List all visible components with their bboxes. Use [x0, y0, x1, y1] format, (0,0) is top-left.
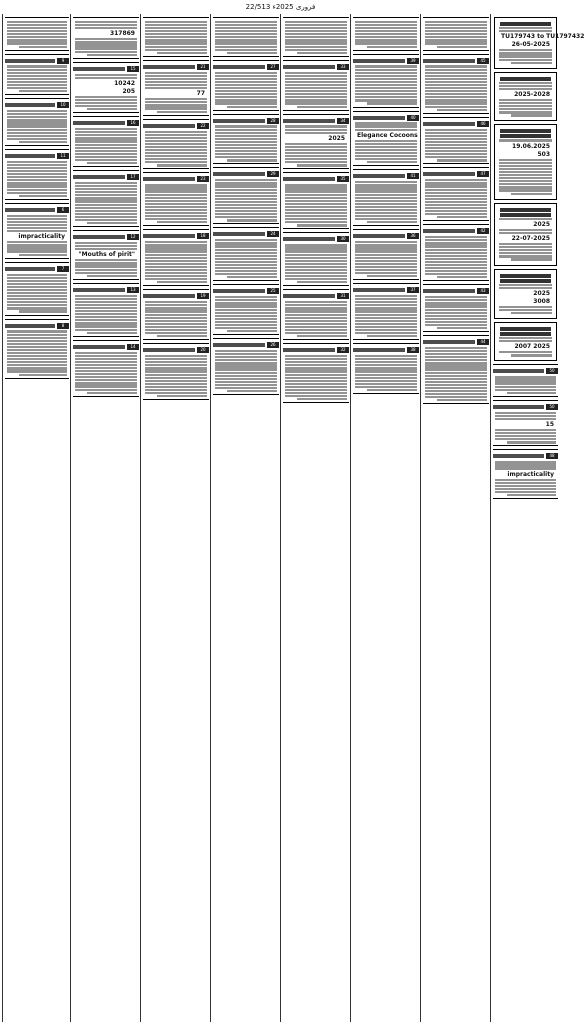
classified-ad: 23 [143, 172, 209, 226]
classified-ad: 20 [143, 343, 209, 400]
classified-ad: 37 [353, 283, 419, 340]
newspaper-dateline: 22/513 فروری 2025ء [245, 3, 316, 11]
classified-ad: 17 [73, 170, 139, 227]
classified-ad: 6 impracticality [5, 203, 69, 259]
classified-ad: 48 impracticality [493, 449, 558, 499]
notice-box: 2025 3008 [494, 269, 557, 320]
classified-ad: 8 [5, 319, 69, 379]
classified-ad: 28 [213, 114, 279, 165]
notice-box: 19.06.2025 503 [494, 124, 557, 199]
classified-ad: 10 [5, 98, 69, 146]
classified-ad: 7 [5, 262, 69, 316]
column-6 [140, 14, 211, 1022]
classified-ad: 13 [73, 283, 139, 337]
classified-ad: 38 [353, 343, 419, 394]
classified-ad: 46 [423, 117, 489, 165]
notice-code: TU179743 to TU1797432 [501, 33, 584, 41]
classified-ad: 25 [213, 284, 279, 335]
classified-ad: 14 [73, 340, 139, 397]
classified-ad: 47 [423, 167, 489, 221]
classified-ad: 42 [423, 224, 489, 281]
classified-ad: 12 "Mouths of pirit" [73, 230, 139, 280]
classified-ad [213, 17, 279, 57]
column-3 [350, 14, 421, 1022]
classified-ad: 40 Elegance Cocoons [353, 111, 419, 167]
column-4 [280, 14, 351, 1022]
classified-ad [5, 17, 69, 51]
classified-ad: 41 [353, 169, 419, 226]
classified-ad: 31 [283, 289, 349, 340]
classified-ad: 19 [143, 289, 209, 340]
classified-ad: 43 [423, 284, 489, 332]
classified-ad: 32 [283, 343, 349, 403]
classified-ad: 15 10242 205 [73, 62, 139, 114]
classified-ad [423, 17, 489, 51]
column-7 [70, 14, 141, 1022]
column-1 [490, 14, 584, 1022]
notice-box: 2007 2025 [494, 322, 557, 361]
classified-ad: 33 [283, 60, 349, 111]
notice-box: 2025-2028 [494, 72, 557, 122]
classified-ad: 317869 [73, 17, 139, 59]
classified-ad [353, 17, 419, 51]
classified-ad: 9 [5, 54, 69, 96]
classified-ad: 36 [353, 229, 419, 280]
column-5 [210, 14, 281, 1022]
classified-ad: 39 [353, 54, 419, 108]
classified-ad: 11 [5, 149, 69, 200]
classified-ad: 35 [283, 172, 349, 229]
classified-ad: 34 2025 [283, 114, 349, 170]
classified-ad: 18 [143, 229, 209, 286]
notice-box: 2025 22-07-2025 [494, 203, 557, 266]
classified-ad: 16 [73, 116, 139, 167]
classified-ad [283, 17, 349, 57]
column-8 [2, 14, 71, 1022]
classified-ad: 44 [423, 335, 489, 404]
classified-ad [143, 17, 209, 57]
notice-box: TU179743 to TU1797432 26-05-2025 [494, 17, 557, 69]
classified-ad: 50 [493, 364, 558, 396]
classified-ad: 30 [283, 232, 349, 286]
classified-ad: 50 15 [493, 400, 558, 447]
classified-ad: 22 [143, 119, 209, 170]
classified-ad: 45 [423, 54, 489, 114]
classified-ad: 21 77 [143, 60, 209, 116]
classified-ad: 27 [213, 60, 279, 111]
classified-ad: 29 [213, 167, 279, 224]
classified-ad: 26 [213, 338, 279, 395]
column-2 [420, 14, 491, 1022]
classified-ad: 24 [213, 227, 279, 281]
